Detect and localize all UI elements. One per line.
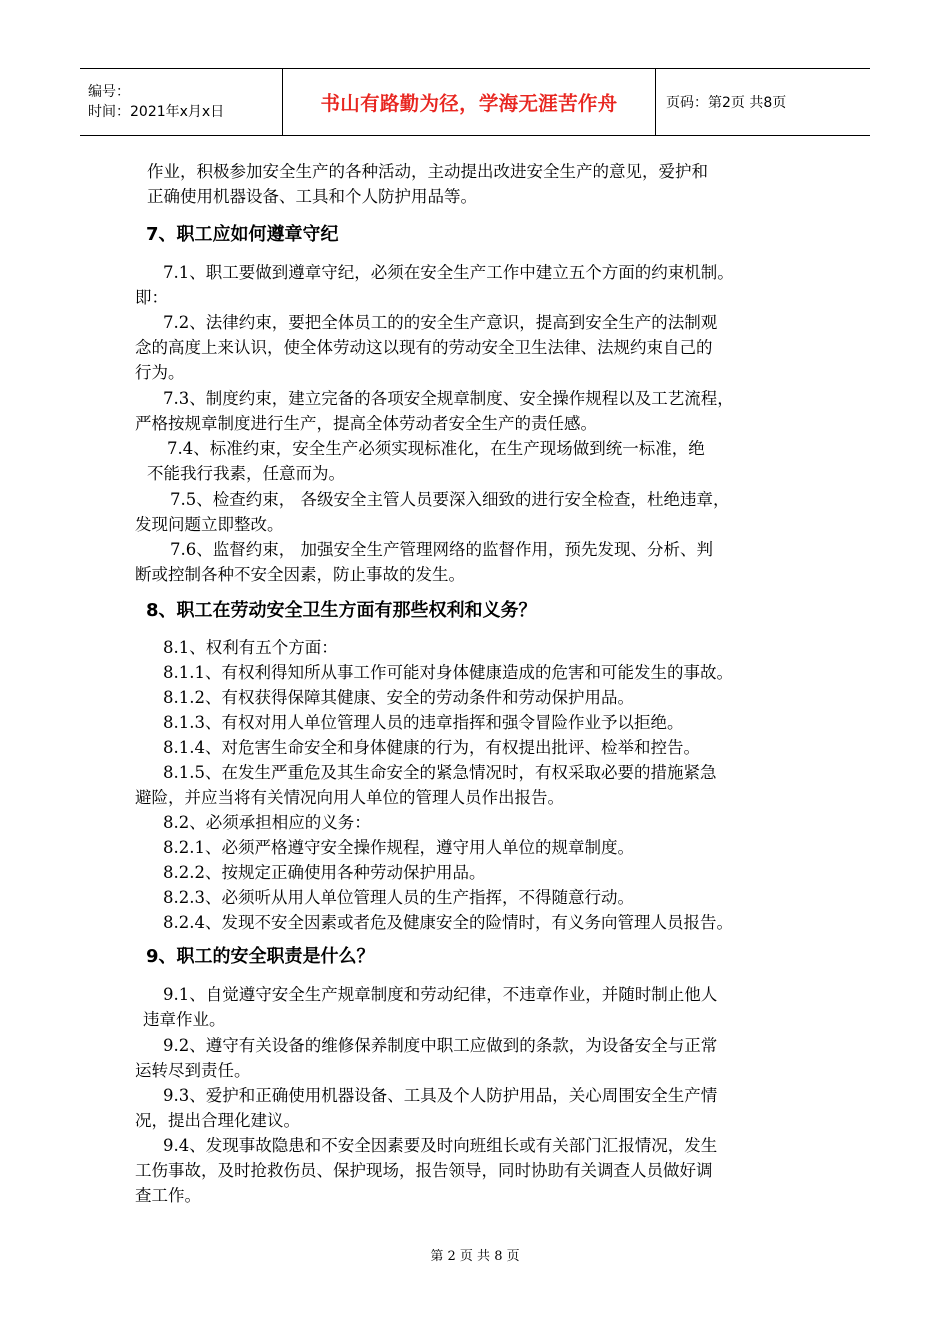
paragraph-line: 9.2、遵守有关设备的维修保养制度中职工应做到的条款，为设备安全与正常 bbox=[163, 1036, 718, 1055]
header-page-number: 页码：第2页 共8页 bbox=[666, 95, 787, 111]
paragraph-line: 8.2.2、按规定正确使用各种劳动保护用品。 bbox=[163, 863, 486, 882]
paragraph-line: 8.1.5、在发生严重危及其生命安全的紧急情况时，有权采取必要的措施紧急 bbox=[163, 763, 717, 782]
paragraph-line: 7.1、职工要做到遵章守纪，必须在安全生产工作中建立五个方面的约束机制。 bbox=[163, 263, 734, 282]
paragraph-line: 8.1.2、有权获得保障其健康、安全的劳动条件和劳动保护用品。 bbox=[163, 688, 634, 707]
paragraph-line: 发现问题立即整改。 bbox=[135, 515, 284, 534]
paragraph-line: 7.3、制度约束，建立完备的各项安全规章制度、安全操作规程以及工艺流程， bbox=[163, 389, 734, 408]
paragraph-line: 8.2.3、必须听从用人单位管理人员的生产指挥，不得随意行动。 bbox=[163, 888, 634, 907]
section-heading-7: 7、职工应如何遵章守纪 bbox=[146, 224, 339, 245]
section-heading-8: 8、职工在劳动安全卫生方面有那些权利和义务？ bbox=[146, 600, 537, 621]
paragraph-line: 8.1.1、有权利得知所从事工作可能对身体健康造成的危害和可能发生的事故。 bbox=[163, 663, 733, 682]
document-header bbox=[80, 68, 870, 136]
paragraph-line: 避险，并应当将有关情况向用人单位的管理人员作出报告。 bbox=[135, 788, 564, 807]
intro-line: 作业，积极参加安全生产的各种活动，主动提出改进安全生产的意见，爱护和 bbox=[147, 162, 708, 181]
document-number: 编号： bbox=[88, 84, 130, 100]
paragraph-line: 运转尽到责任。 bbox=[135, 1061, 251, 1080]
paragraph-line: 8.2.1、必须严格遵守安全操作规程，遵守用人单位的规章制度。 bbox=[163, 838, 634, 857]
paragraph-line: 7.5、检查约束， 各级安全主管人员要深入细致的进行安全检查，杜绝违章， bbox=[170, 490, 730, 509]
header-motto: 书山有路勤为径，学海无涯苦作舟 bbox=[320, 92, 618, 115]
paragraph-line: 工伤事故，及时抢救伤员、保护现场，报告领导，同时协助有关调查人员做好调 bbox=[135, 1161, 713, 1180]
paragraph-line: 8.1、权利有五个方面： bbox=[163, 638, 338, 657]
paragraph-line: 断或控制各种不安全因素，防止事故的发生。 bbox=[135, 565, 465, 584]
paragraph-line: 7.4、标准约束，安全生产必须实现标准化，在生产现场做到统一标准，绝 bbox=[167, 439, 705, 458]
paragraph-line: 7.6、监督约束， 加强安全生产管理网络的监督作用，预先发现、分析、判 bbox=[170, 540, 713, 559]
paragraph-line: 违章作业。 bbox=[143, 1010, 226, 1029]
paragraph-line: 查工作。 bbox=[135, 1186, 201, 1205]
header-meta bbox=[80, 69, 283, 135]
intro-line: 正确使用机器设备、工具和个人防护用品等。 bbox=[147, 187, 477, 206]
section-heading-9: 9、职工的安全职责是什么？ bbox=[146, 946, 375, 967]
header-page-cell bbox=[656, 69, 870, 135]
paragraph-line: 8.1.3、有权对用人单位管理人员的违章指挥和强令冒险作业予以拒绝。 bbox=[163, 713, 684, 732]
paragraph-line: 念的高度上来认识，使全体劳动这以现有的劳动安全卫生法律、法规约束自己的 bbox=[135, 338, 713, 357]
paragraph-line: 行为。 bbox=[135, 363, 185, 382]
paragraph-line: 9.4、发现事故隐患和不安全因素要及时向班组长或有关部门汇报情况，发生 bbox=[163, 1136, 718, 1155]
paragraph-line: 严格按规章制度进行生产，提高全体劳动者安全生产的责任感。 bbox=[135, 414, 597, 433]
page-footer: 第 2 页 共 8 页 bbox=[430, 1249, 520, 1264]
paragraph-line: 9.1、自觉遵守安全生产规章制度和劳动纪律，不违章作业，并随时制止他人 bbox=[163, 985, 718, 1004]
paragraph-line: 即： bbox=[135, 288, 168, 307]
paragraph-line: 9.3、爱护和正确使用机器设备、工具及个人防护用品，关心周围安全生产情 bbox=[163, 1086, 718, 1105]
paragraph-line: 8.2、必须承担相应的义务： bbox=[163, 813, 371, 832]
paragraph-line: 不能我行我素，任意而为。 bbox=[147, 464, 345, 483]
paragraph-line: 8.1.4、对危害生命安全和身体健康的行为，有权提出批评、检举和控告。 bbox=[163, 738, 700, 757]
header-motto-cell bbox=[283, 69, 656, 135]
paragraph-line: 7.2、法律约束，要把全体员工的的安全生产意识，提高到安全生产的法制观 bbox=[163, 313, 718, 332]
paragraph-line: 8.2.4、发现不安全因素或者危及健康安全的险情时，有义务向管理人员报告。 bbox=[163, 913, 733, 932]
document-date: 时间：2021年x月x日 bbox=[88, 104, 225, 120]
paragraph-line: 况，提出合理化建议。 bbox=[135, 1111, 300, 1130]
